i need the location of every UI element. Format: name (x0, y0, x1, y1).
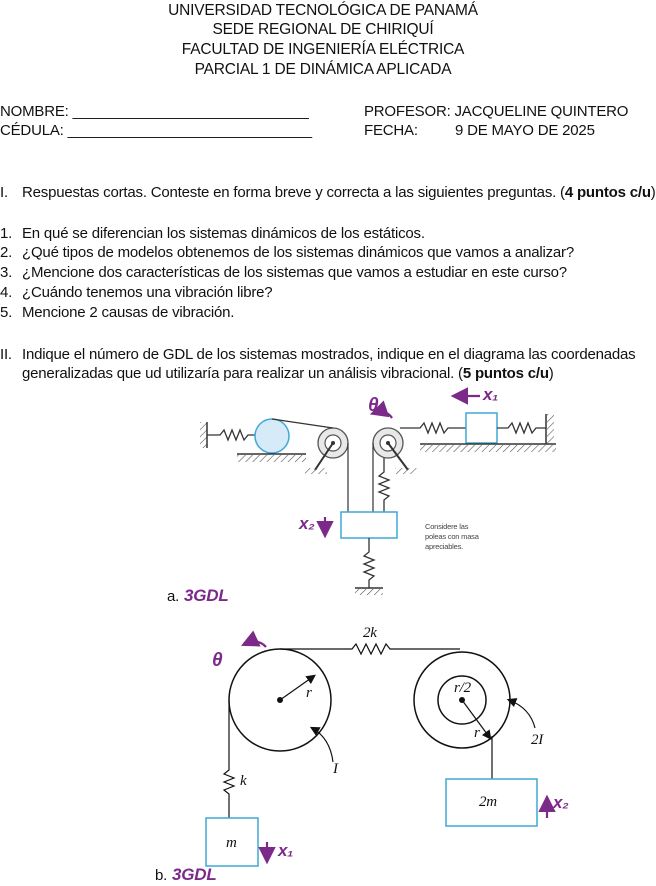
figure-b-x1-label: x₁ (278, 841, 294, 860)
figure-b-mass-left-label: m (226, 835, 237, 851)
question-1-number: 1. (0, 225, 13, 242)
figure-b-answer: 3GDL (172, 865, 217, 884)
figure-b-k: k (240, 773, 247, 789)
figure-b-x2-label: x₂ (553, 793, 569, 812)
figure-b-right-inertia-pointer (509, 700, 535, 728)
section1-points: 4 puntos c/u (564, 184, 651, 201)
figure-b-spring-2k: 2k (363, 625, 377, 641)
figure-b-inertia-left: I (333, 761, 338, 777)
figure-b-inertia-right: 2I (531, 732, 544, 748)
exam-title: PARCIAL 1 DE DINÁMICA APLICADA (194, 61, 452, 78)
question-4-text: ¿Cuándo tenemos una vibración libre? (22, 284, 273, 301)
question-3-number: 3. (0, 264, 13, 281)
figure-a-x2-label: x₂ (299, 514, 315, 533)
cedula-field[interactable]: CÉDULA: ______________________________ (0, 122, 312, 139)
figure-b-left-spring (224, 765, 234, 818)
section2-line1: Indique el número de GDL de los sistemas mostrados, indique en el diagrama las coordenadas (22, 346, 636, 363)
figure-a-note-1: Considere las (425, 522, 469, 531)
section1-number: I. (0, 184, 8, 201)
section2-text: generalizadas que ud utilizaría para realizar un análisis vibracional. ( (22, 365, 463, 382)
figure-b-top-spring (280, 644, 460, 654)
fecha-value: 9 DE MAYO DE 2025 (455, 122, 595, 139)
university-title: UNIVERSIDAD TECNOLÓGICA DE PANAMÁ (168, 2, 478, 19)
section2-close: ) (548, 365, 554, 382)
campus-title: SEDE REGIONAL DE CHIRIQUÍ (212, 21, 434, 38)
figure-b-r-left: r (306, 685, 312, 701)
figure-b-left-inertia-pointer (312, 728, 333, 762)
question-2-number: 2. (0, 244, 13, 261)
section1-close: ) (650, 184, 656, 201)
figure-a-answer: 3GDL (184, 586, 229, 605)
profesor-field: PROFESOR: JACQUELINE QUINTERO (364, 103, 629, 120)
nombre-field[interactable]: NOMBRE: _____________________________ (0, 103, 309, 120)
question-2-text: ¿Qué tipos de modelos obtenemos de los sistemas dinámicos que vamos a analizar? (22, 244, 574, 261)
figure-a-note-3: apreciables. (425, 542, 464, 551)
section1-text: Respuestas cortas. Conteste en forma breve y correcta a las siguientes preguntas. ( (22, 184, 565, 201)
figure-b-mass-right-label: 2m (479, 794, 497, 810)
question-4-number: 4. (0, 284, 13, 301)
question-5-number: 5. (0, 304, 13, 321)
figure-a-caption: a. (167, 588, 180, 605)
section2-number: II. (0, 346, 12, 363)
figure-a-x1-label: x₁ (483, 385, 499, 404)
figure-b-caption: b. (155, 867, 168, 884)
section2-points: 5 puntos c/u (462, 365, 549, 382)
figure-b-theta-label: θ (212, 650, 223, 671)
figure-b-r-half: r/2 (454, 680, 471, 696)
faculty-title: FACULTAD DE INGENIERÍA ELÉCTRICA (181, 41, 465, 58)
figure-b-theta-arrow (245, 642, 266, 647)
fecha-label: FECHA: (364, 122, 418, 139)
question-5-text: Mencione 2 causas de vibración. (22, 304, 235, 321)
figure-b-r-right: r (474, 725, 480, 741)
figure-a-theta-label: θ (368, 395, 379, 416)
question-3-text: ¿Mencione dos características de los sistemas que vamos a estudiar en este curso? (22, 264, 567, 281)
figure-a-note-2: poleas con masa (425, 532, 479, 541)
question-1-text: En qué se diferencian los sistemas dinámicos de los estáticos. (22, 225, 425, 242)
